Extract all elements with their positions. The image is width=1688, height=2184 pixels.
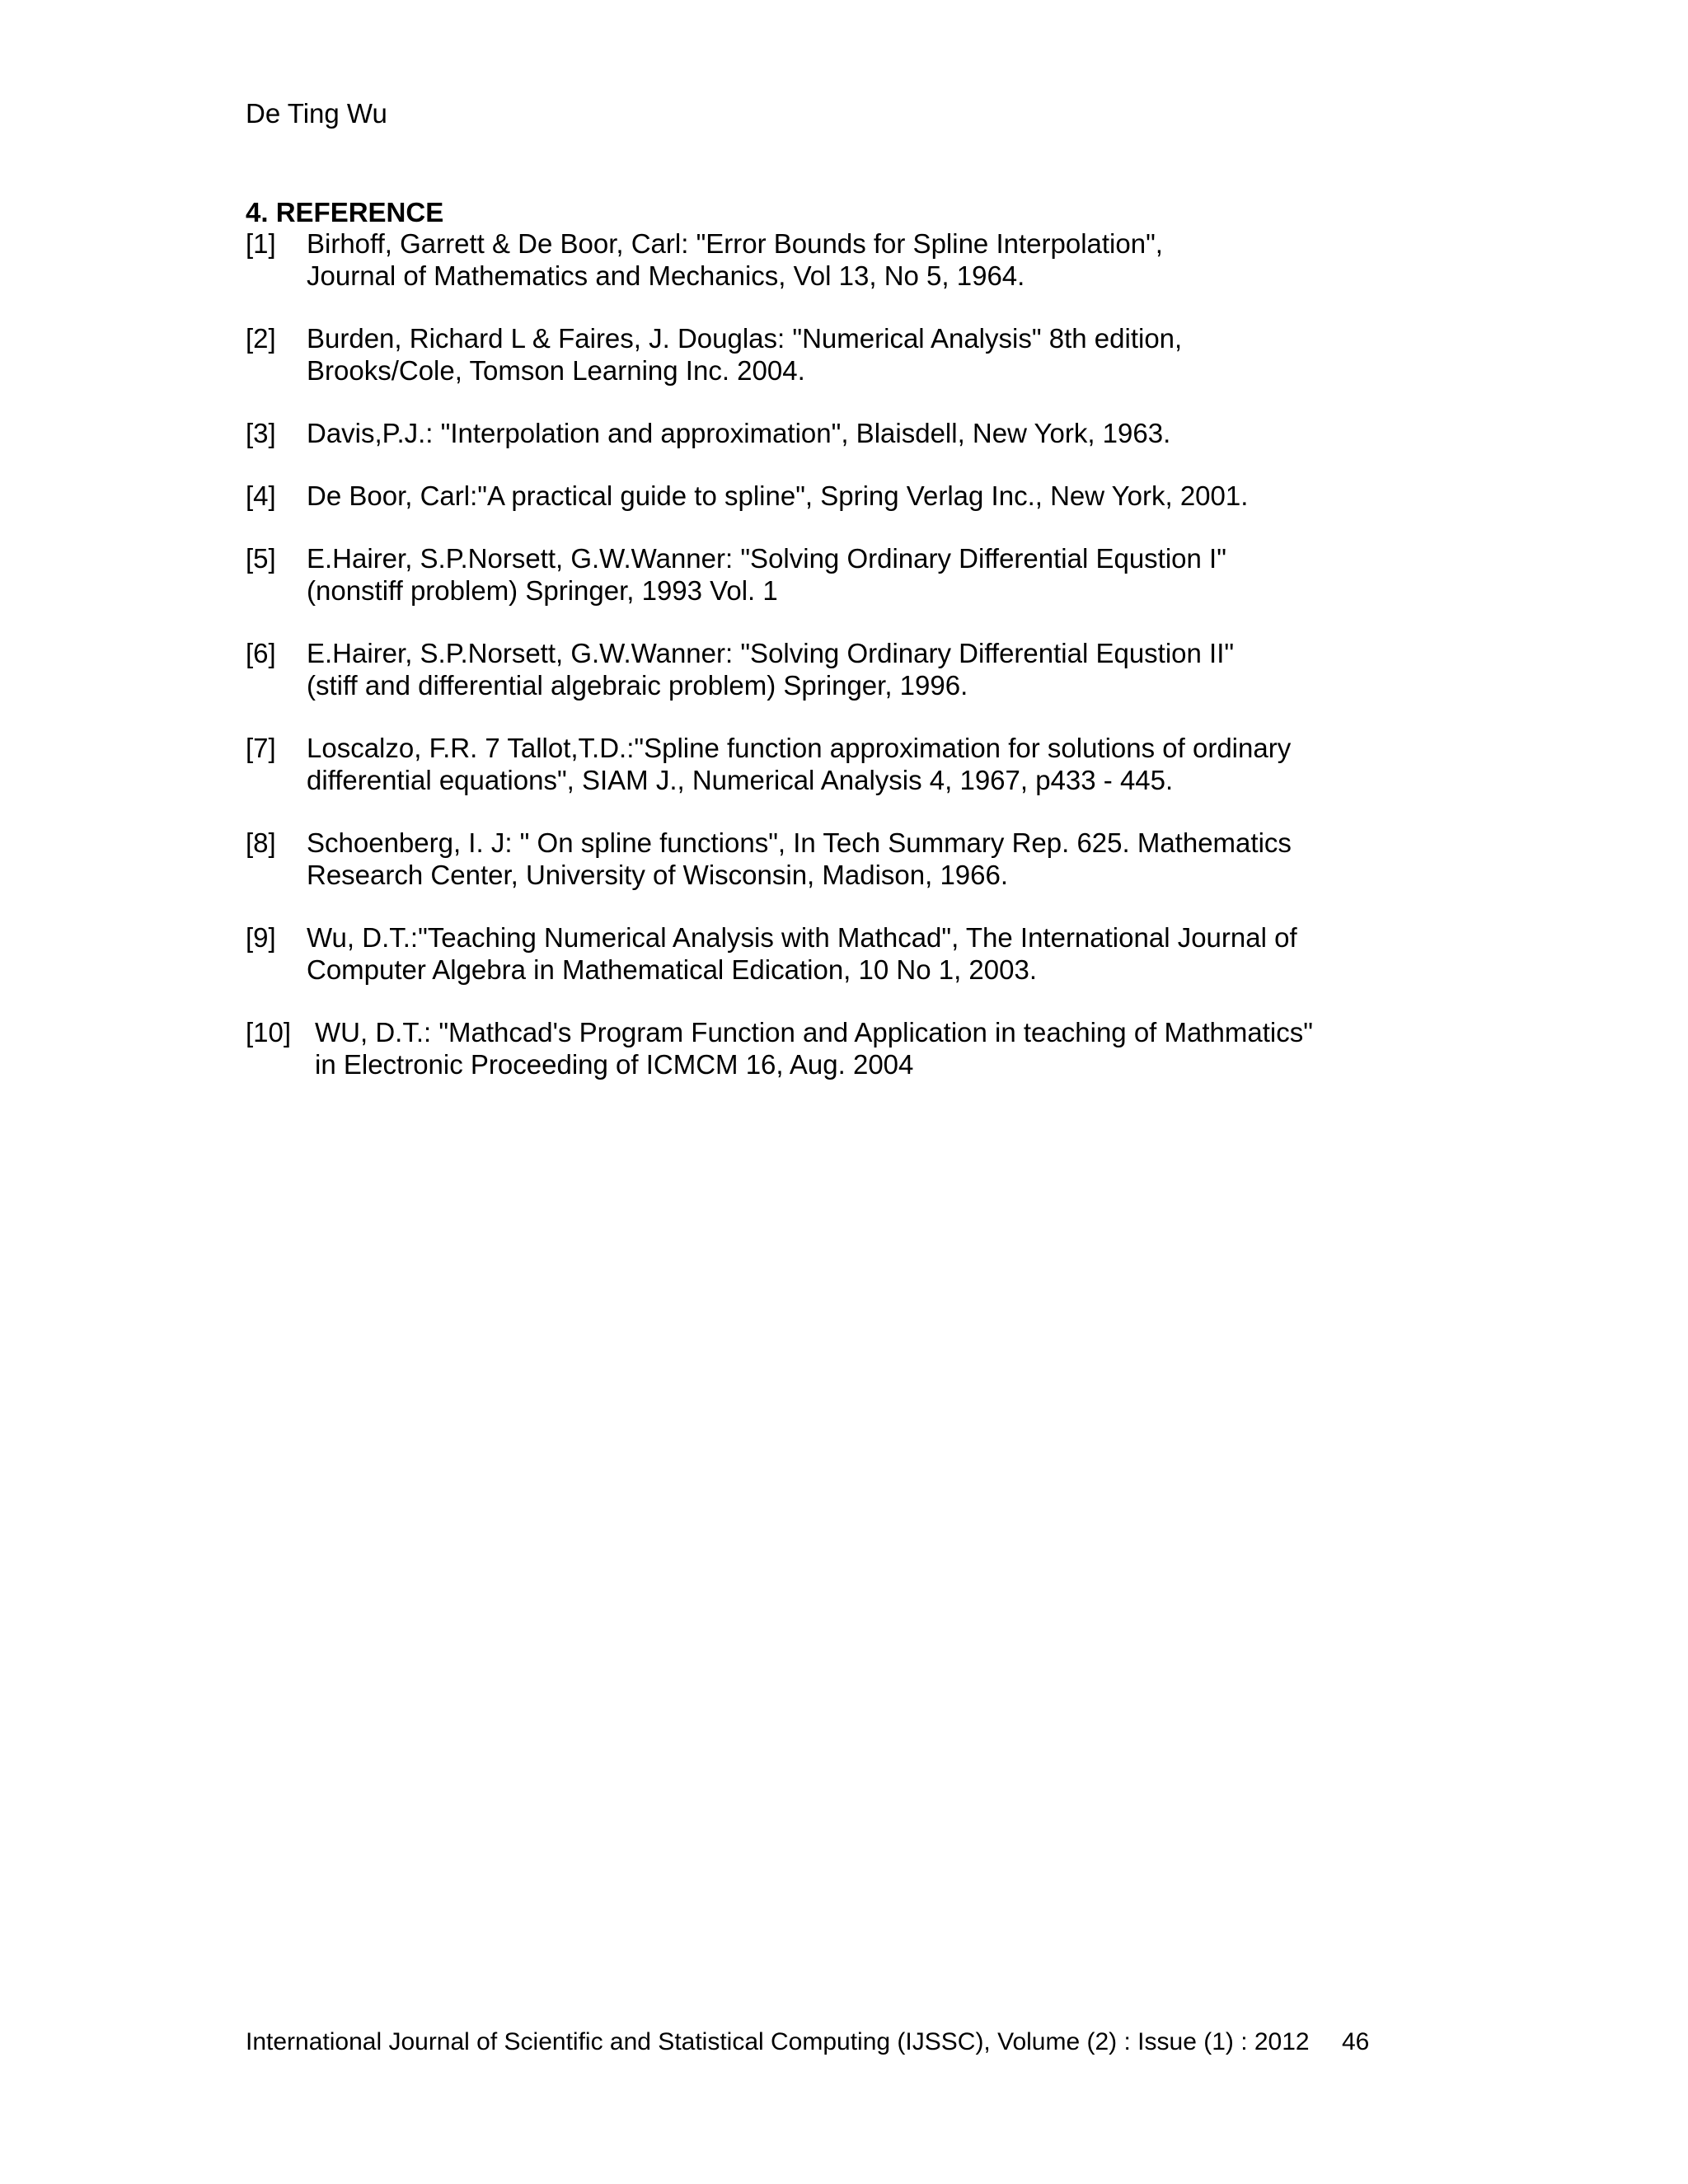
reference-line: WU, D.T.: "Mathcad's Program Function and Application in teaching of Mathmatics" — [315, 1017, 1313, 1047]
reference-line: differential equations", SIAM J., Numerical Analysis 4, 1967, p433 - 445. — [307, 765, 1174, 795]
running-header-author: De Ting Wu — [246, 98, 387, 129]
reference-item — [246, 637, 1400, 701]
reference-text — [307, 322, 1400, 387]
reference-list — [246, 227, 1400, 1111]
reference-text — [307, 637, 1400, 701]
reference-number: [4] — [246, 480, 276, 511]
reference-number: [8] — [246, 827, 276, 858]
reference-number: [6] — [246, 638, 276, 668]
reference-line: Burden, Richard L & Faires, J. Douglas: "Numerical Analysis" 8th edition, — [307, 323, 1183, 354]
reference-line: Computer Algebra in Mathematical Edication, 10 No 1, 2003. — [307, 954, 1038, 985]
reference-line: Journal of Mathematics and Mechanics, Vol 13, No 5, 1964. — [307, 260, 1025, 291]
reference-line: De Boor, Carl:"A practical guide to spline", Spring Verlag Inc., New York, 2001. — [307, 480, 1249, 511]
reference-item — [246, 827, 1400, 891]
reference-number: [2] — [246, 323, 276, 354]
reference-item — [246, 480, 1400, 512]
reference-line: Loscalzo, F.R. 7 Tallot,T.D.:"Spline function approximation for solutions of ordinary — [307, 733, 1292, 763]
reference-text — [307, 542, 1400, 607]
reference-line: (nonstiff problem) Springer, 1993 Vol. 1 — [307, 575, 778, 606]
reference-text — [315, 1016, 1400, 1080]
reference-number: [7] — [246, 733, 276, 763]
reference-item — [246, 322, 1400, 387]
reference-text — [307, 921, 1400, 986]
reference-item — [246, 921, 1400, 986]
reference-line: Brooks/Cole, Tomson Learning Inc. 2004. — [307, 355, 805, 386]
reference-number: [9] — [246, 922, 276, 953]
reference-line: Birhoff, Garrett & De Boor, Carl: "Error Bounds for Spline Interpolation", — [307, 228, 1163, 259]
reference-item — [246, 1016, 1400, 1080]
page-number: 46 — [1342, 2028, 1370, 2055]
reference-number: [5] — [246, 543, 276, 574]
reference-line: (stiff and differential algebraic problem) Springer, 1996. — [307, 670, 968, 701]
reference-text — [307, 417, 1400, 449]
reference-line: Davis,P.J.: "Interpolation and approximation", Blaisdell, New York, 1963. — [307, 418, 1171, 448]
reference-item — [246, 732, 1400, 796]
reference-line: Wu, D.T.:"Teaching Numerical Analysis with Mathcad", The International Journal of — [307, 922, 1297, 953]
reference-item — [246, 542, 1400, 607]
reference-item — [246, 227, 1400, 292]
section-heading: 4. REFERENCE — [246, 197, 444, 227]
reference-item — [246, 417, 1400, 449]
reference-line: Schoenberg, I. J: " On spline functions", In Tech Summary Rep. 625. Mathematics — [307, 827, 1292, 858]
reference-line: E.Hairer, S.P.Norsett, G.W.Wanner: "Solving Ordinary Differential Equstion I" — [307, 543, 1226, 574]
reference-number: [1] — [246, 228, 276, 259]
reference-line: Research Center, University of Wisconsin, Madison, 1966. — [307, 860, 1009, 890]
footer-journal-citation: International Journal of Scientific and Statistical Computing (IJSSC), Volume (2) : Issue (1) : 2012 — [246, 2028, 1310, 2055]
reference-line: E.Hairer, S.P.Norsett, G.W.Wanner: "Solving Ordinary Differential Equstion II" — [307, 638, 1235, 668]
reference-text — [307, 227, 1400, 292]
reference-text — [307, 732, 1400, 796]
reference-number: [3] — [246, 418, 276, 448]
reference-text — [307, 827, 1400, 891]
reference-number: [10] — [246, 1017, 292, 1047]
reference-text — [307, 480, 1400, 512]
reference-line: in Electronic Proceeding of ICMCM 16, Aug. 2004 — [315, 1049, 914, 1080]
